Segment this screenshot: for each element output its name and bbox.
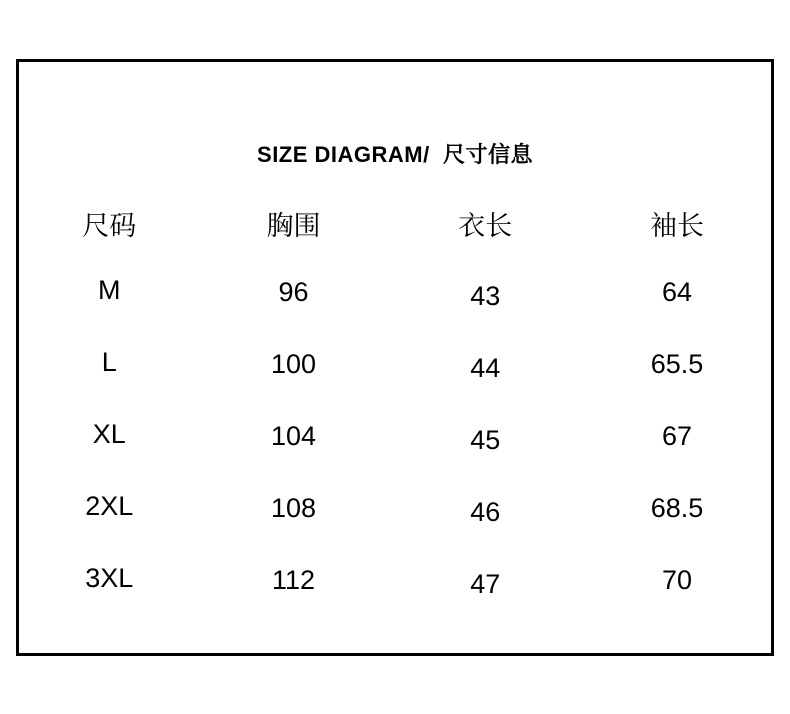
cell-size: 2XL bbox=[85, 490, 134, 521]
column-header-sleeve: 袖长 bbox=[649, 210, 704, 241]
table-row bbox=[19, 543, 771, 615]
cell-sleeve: 67 bbox=[661, 420, 693, 451]
cell-bust: 108 bbox=[270, 492, 316, 523]
column-header-length: 衣长 bbox=[458, 210, 513, 241]
cell-size: XL bbox=[92, 418, 126, 449]
cell-length: 46 bbox=[470, 496, 501, 527]
cell-length: 45 bbox=[470, 424, 501, 455]
cell-length: 47 bbox=[470, 568, 501, 599]
cell-sleeve: 70 bbox=[661, 564, 693, 595]
cell-bust: 100 bbox=[270, 348, 316, 379]
cell-length: 44 bbox=[470, 352, 501, 383]
cell-sleeve: 65.5 bbox=[650, 348, 704, 379]
cell-size: 3XL bbox=[85, 562, 134, 593]
table-row bbox=[19, 255, 771, 327]
cell-bust: 104 bbox=[270, 420, 316, 451]
cell-size: M bbox=[97, 274, 121, 305]
table-row bbox=[19, 399, 771, 471]
size-chart-title: SIZE DIAGRAM/ 尺寸信息 bbox=[257, 142, 533, 167]
table-row bbox=[19, 471, 771, 543]
cell-sleeve: 68.5 bbox=[650, 492, 704, 523]
table-header-row bbox=[19, 191, 771, 255]
cell-bust: 112 bbox=[271, 564, 315, 595]
cell-size: L bbox=[101, 346, 117, 377]
column-header-size: 尺码 bbox=[82, 210, 137, 241]
size-table bbox=[19, 191, 771, 615]
cell-bust: 96 bbox=[278, 276, 309, 307]
size-chart-card bbox=[16, 59, 774, 656]
cell-sleeve: 64 bbox=[661, 276, 693, 307]
column-header-bust: 胸围 bbox=[266, 210, 321, 241]
table-row bbox=[19, 327, 771, 399]
cell-length: 43 bbox=[470, 280, 501, 311]
